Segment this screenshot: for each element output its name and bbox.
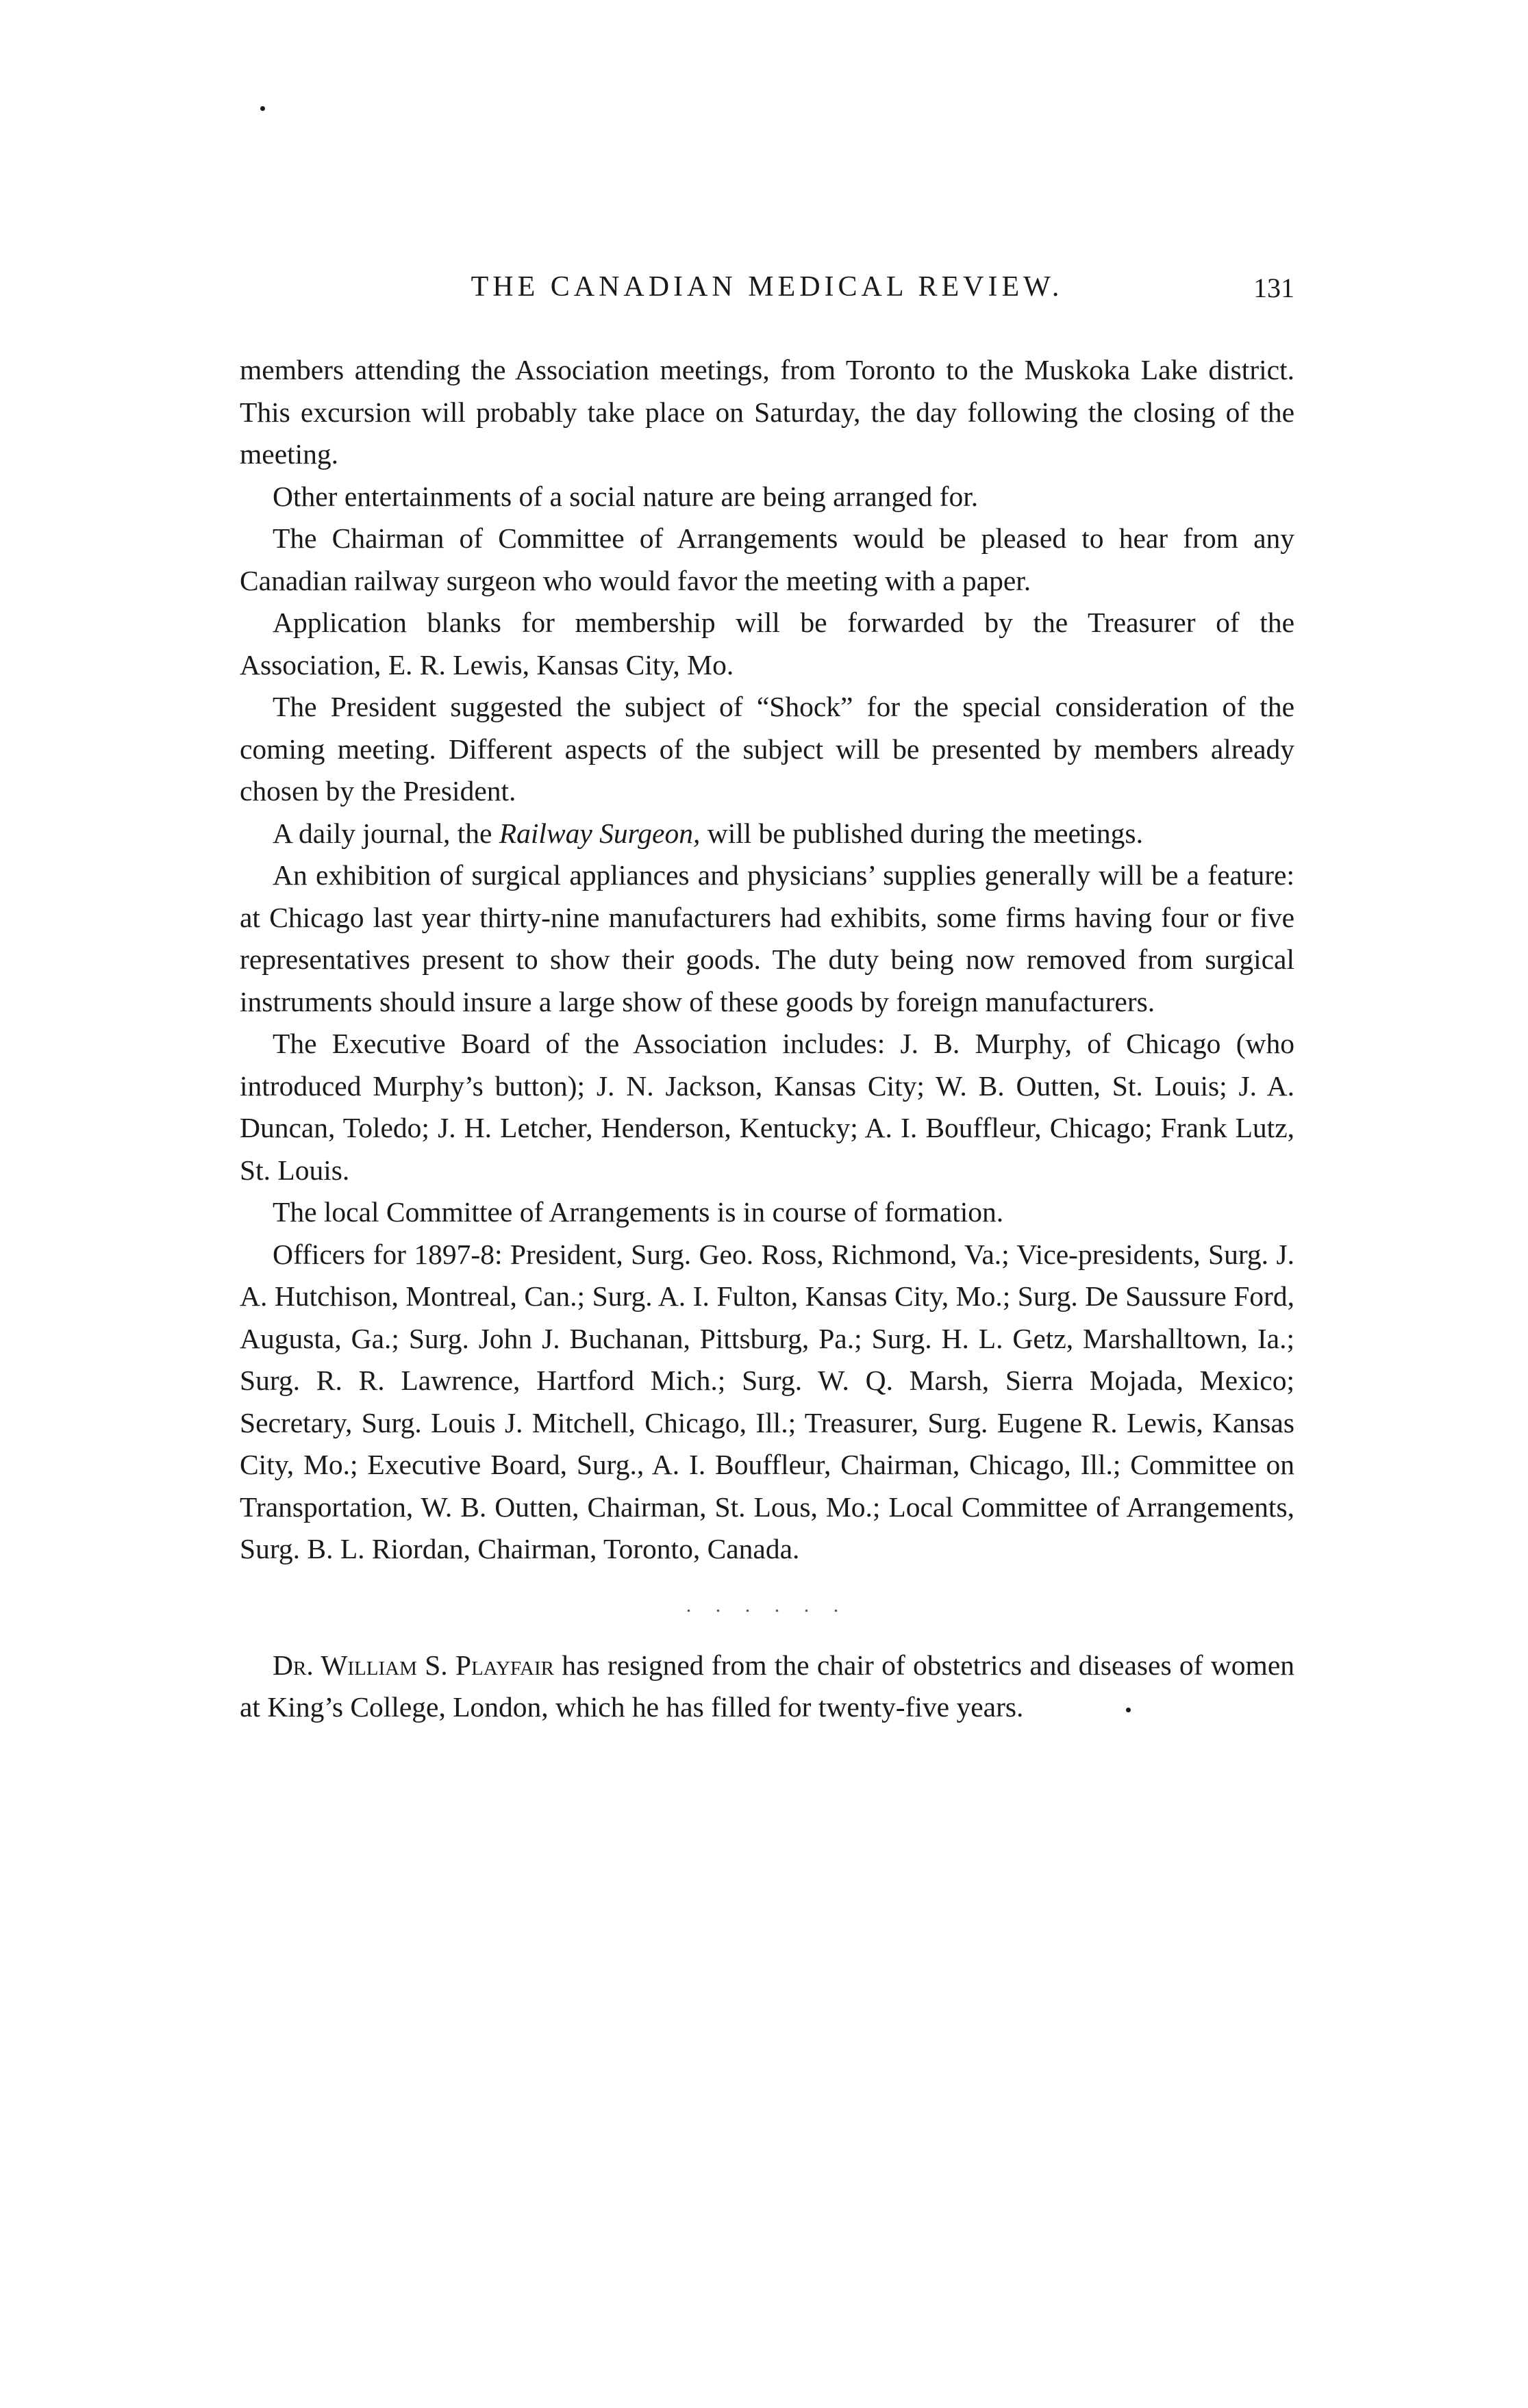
journal-text-before: A daily journal, the xyxy=(273,817,499,849)
article-text xyxy=(240,349,1294,1571)
paragraph-local-committee: The local Committee of Arrangements is in course of formation. xyxy=(273,1196,1004,1228)
paragraph-shock: The President suggested the subject of “Shock” for the special consideration of the coming meeting. Different aspects of the subject will be presented by members already chosen by the President. xyxy=(240,691,1294,807)
page-content xyxy=(240,270,1294,1729)
running-head xyxy=(240,270,1294,312)
paragraph-entertainments: Other entertainments of a social nature are being arranged for. xyxy=(273,480,979,512)
paragraph-exhibition: An exhibition of surgical appliances and physicians’ supplies generally will be a feature: at Chicago last year thirty-nine manufacturers had exhibits, some firms having four or five representatives present to show their goods. The duty being now removed from surgical instruments should insure a large show of these goods by foreign manufacturers. xyxy=(240,859,1294,1017)
paragraph-excursion: members attending the Association meetings, from Toronto to the Muskoka Lake district. This excursion will probably take place on Saturday, the day following the closing of the meeting. xyxy=(240,354,1294,470)
paragraph-executive-board: The Executive Board of the Association includes: J. B. Murphy, of Chicago (who introduced Murphy’s button); J. N. Jackson, Kansas City; W. B. Outten, St. Louis; J. A. Duncan, Toledo; J. H. Letcher, Henderson, Kentucky; A. I. Bouffleur, Chicago; Frank Lutz, St. Louis. xyxy=(240,1028,1294,1186)
stray-ink-dot-tail xyxy=(1126,1708,1131,1712)
section-separator: . . . . . . xyxy=(686,1593,849,1617)
journal-name: Railway Surgeon, xyxy=(499,817,701,849)
news-item xyxy=(240,1645,1294,1729)
playfair-text: has resigned from the chair of obstetrics and diseases of women at King’s College, London, which he has filled for twenty-five years. xyxy=(240,1649,1294,1723)
paragraph-officers: Officers for 1897-8: President, Surg. Geo. Ross, Richmond, Va.; Vice-presidents, Surg. J. A. Hutchison, Montreal, Can.; Surg. A. I. Fulton, Kansas City, Mo.; Surg. De Saussure Ford, Augusta, Ga.; Surg. John J. Buchanan, Pittsburg, Pa.; Surg. H. L. Getz, Marshalltown, Ia.; Surg. R. R. Lawrence, Hartford Mich.; Surg. W. Q. Marsh, Sierra Mojada, Mexico; Secretary, Surg. Louis J. Mitchell, Chicago, Ill.; Treasurer, Surg. Eugene R. Lewis, Kansas City, Mo.; Executive Board, Surg., A. I. Bouffleur, Chairman, Chicago, Ill.; Committee on Transportation, W. B. Outten, Chairman, St. Lous, Mo.; Local Committee of Arrangements, Surg. B. L. Riordan, Chairman, Toronto, Canada. xyxy=(240,1238,1294,1564)
person-name: Dr. William S. Playfair xyxy=(273,1649,554,1681)
stray-ink-dot xyxy=(260,106,265,111)
journal-text-after: will be published during the meetings. xyxy=(700,817,1143,849)
page-number: 131 xyxy=(1253,273,1294,303)
paragraph-application: Application blanks for membership will be forwarded by the Treasurer of the Association, E. R. Lewis, Kansas City, Mo. xyxy=(240,607,1294,681)
paragraph-chairman: The Chairman of Committee of Arrangements would be pleased to hear from any Canadian railway surgeon who would favor the meeting with a paper. xyxy=(240,522,1294,596)
journal-title: THE CANADIAN MEDICAL REVIEW. xyxy=(471,271,1064,303)
paragraph-journal xyxy=(240,813,1294,855)
paragraph-playfair xyxy=(240,1645,1294,1729)
